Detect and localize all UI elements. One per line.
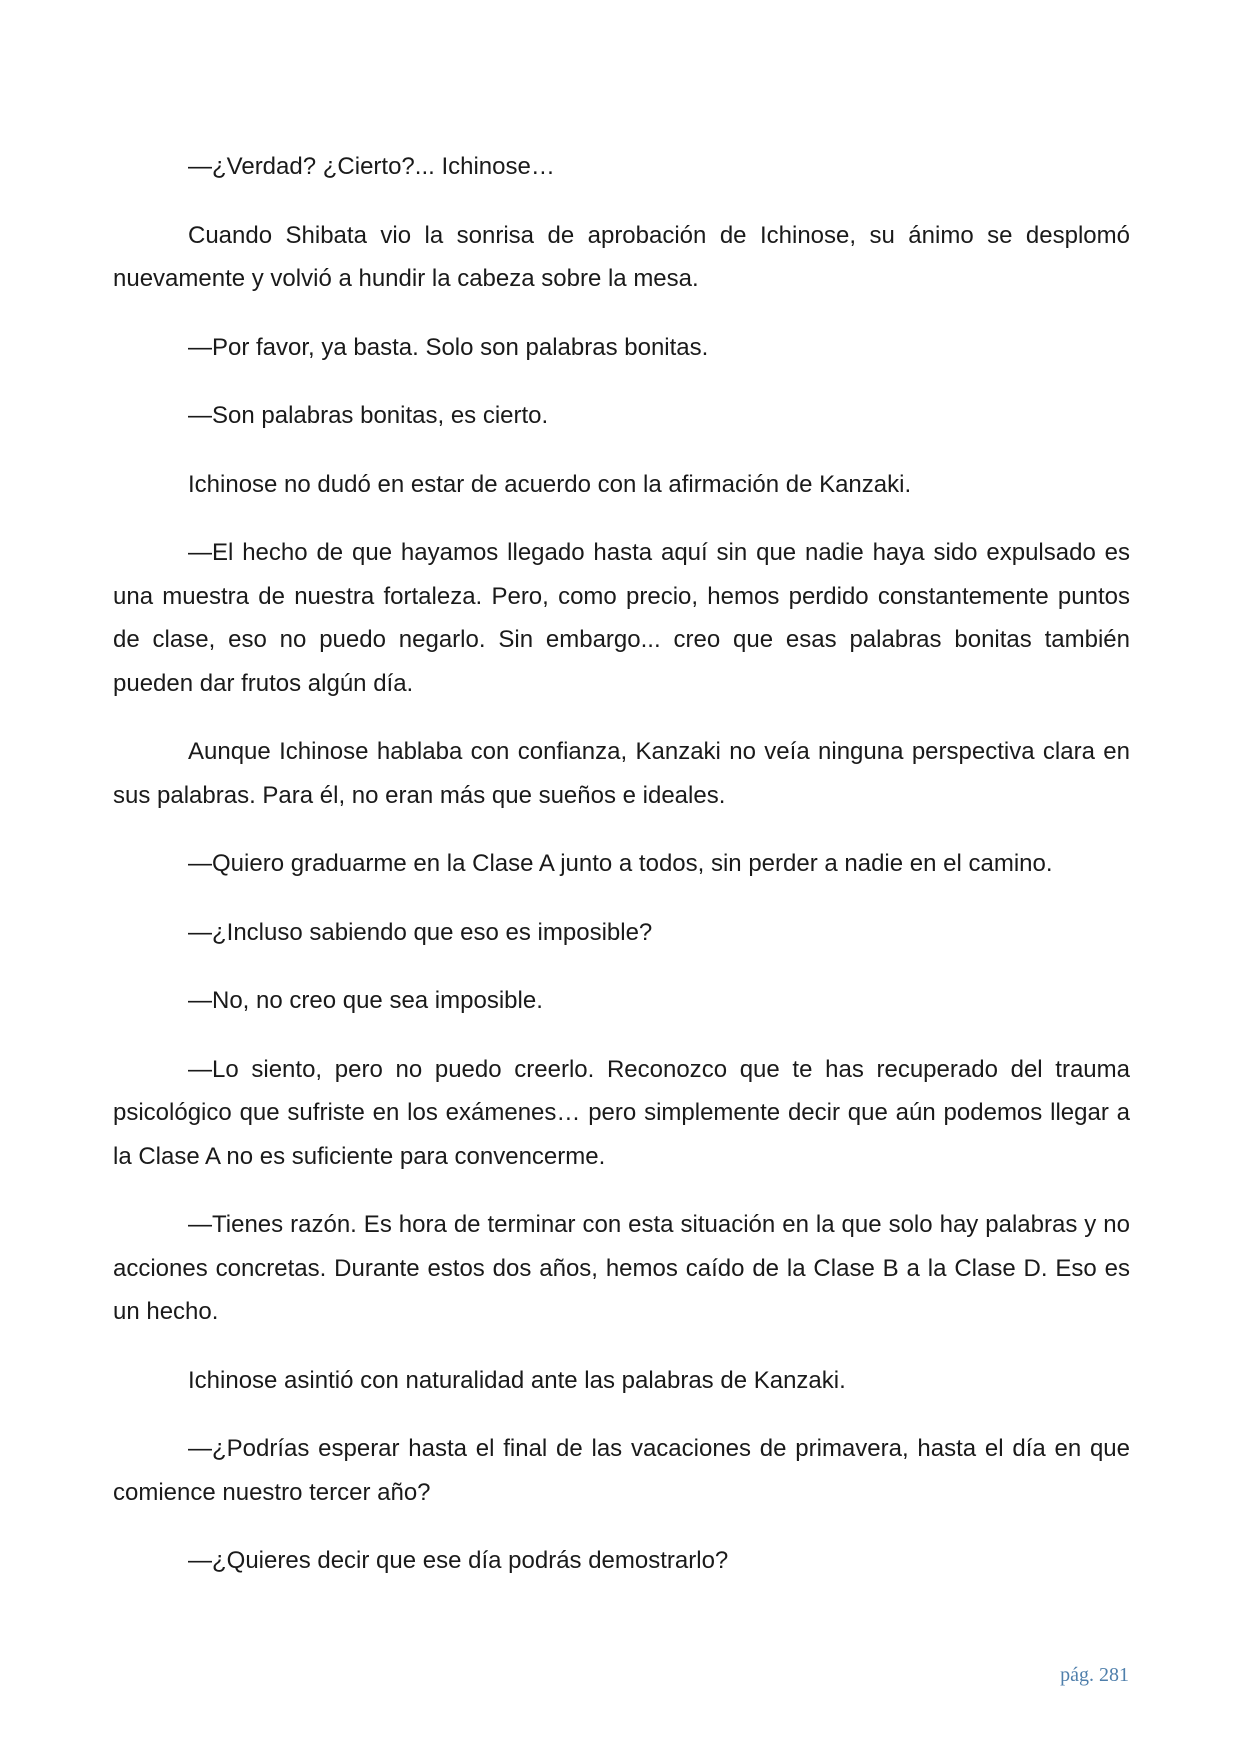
paragraph: —Quiero graduarme en la Clase A junto a todos, sin perder a nadie en el camino. [188,850,1053,877]
page-number: pág. 281 [1060,1664,1129,1686]
paragraph: —¿Incluso sabiendo que eso es imposible? [188,918,653,946]
paragraph: Ichinose no dudó en estar de acuerdo con la afirmación de Kanzaki. [188,470,912,498]
paragraph: Aunque Ichinose hablaba con confianza, Kanzaki no veía ninguna perspectiva clara en sus palabras. Para él, no eran más que sueños e ideales. [113,738,1130,809]
paragraph: —Tienes razón. Es hora de terminar con esta situación en la que solo hay palabras y no acciones concretas. Durante estos dos años, hemos caído de la Clase B a la Clase D. Eso es un hecho. [113,1211,1130,1325]
paragraph: Ichinose asintió con naturalidad ante las palabras de Kanzaki. [188,1366,846,1394]
document-body [113,145,1130,1608]
paragraph: —Son palabras bonitas, es cierto. [188,402,549,429]
paragraph: —No, no creo que sea imposible. [188,987,543,1014]
paragraph: —¿Podrías esperar hasta el final de las vacaciones de primavera, hasta el día en que comience nuestro tercer año? [113,1435,1130,1506]
paragraph: —Por favor, ya basta. Solo son palabras bonitas. [188,333,709,361]
paragraph: —Lo siento, pero no puedo creerlo. Reconozco que te has recuperado del trauma psicológico que sufriste en los exámenes… pero simplemente decir que aún podemos llegar a la Clase A no es suficiente para convencerme. [113,1055,1130,1170]
paragraph: Cuando Shibata vio la sonrisa de aprobación de Ichinose, su ánimo se desplomó nuevamente y volvió a hundir la cabeza sobre la mesa. [113,221,1130,292]
paragraph: —¿Quieres decir que ese día podrás demostrarlo? [188,1547,729,1574]
paragraph: —¿Verdad? ¿Cierto?... Ichinose… [188,153,555,180]
paragraph: —El hecho de que hayamos llegado hasta aquí sin que nadie haya sido expulsado es una muestra de nuestra fortaleza. Pero, como precio, hemos perdido constantemente puntos de clase, eso no puedo negarlo. Sin embargo... creo que esas palabras bonitas también pueden dar frutos algún día. [113,539,1130,697]
